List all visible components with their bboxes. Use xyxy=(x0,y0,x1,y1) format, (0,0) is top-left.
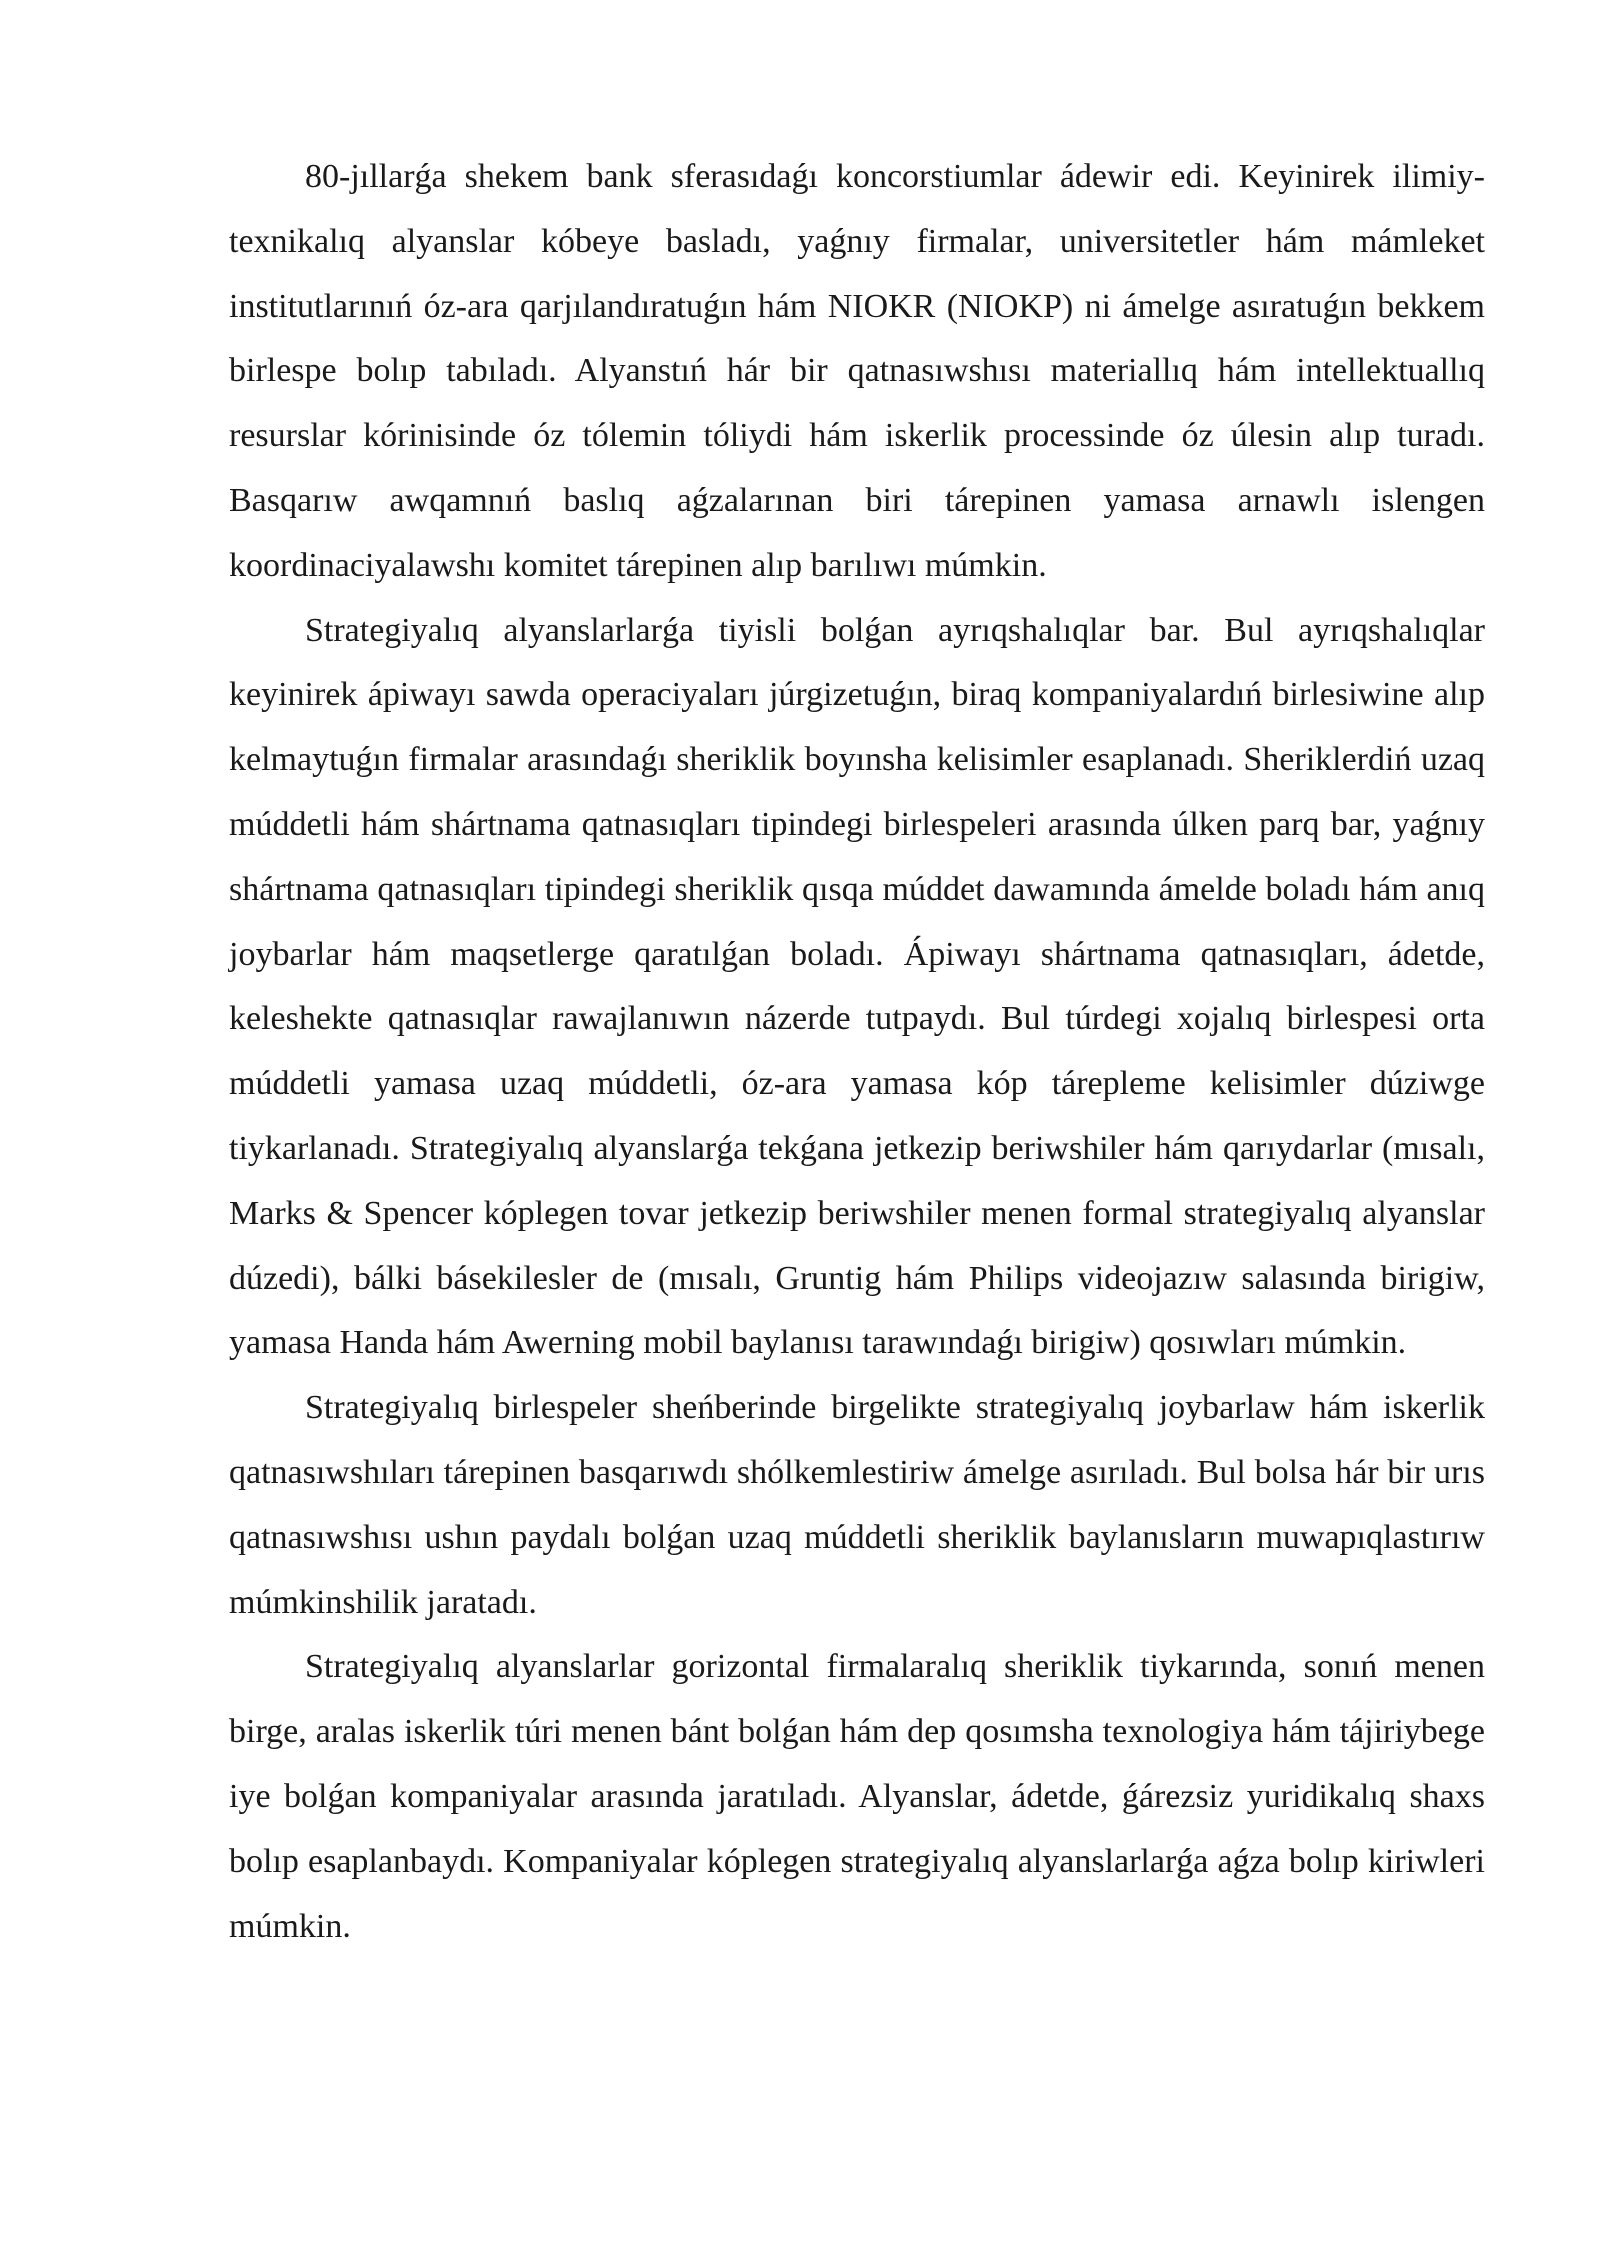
paragraph-consortiums: 80-jıllarǵa shekem bank sferasıdaǵı koncorstiumlar ádewir edi. Keyinirek ilimiy-texnikalıq alyanslar kóbeye basladı, yaǵnıy firmalar, universitetler hám mámleket institutlarınıń óz-ara qarjılandıratuǵın hám NIOKR (NIOKP) ni ámelge asıratuǵın bekkem birlespe bolıp tabıladı. Alyanstıń hár bir qatnasıwshısı materiallıq hám intellektuallıq resurslar kórinisinde óz tólemin tóliydi hám iskerlik processinde óz úlesin alıp turadı. Basqarıw awqamnıń baslıq aǵzalarınan biri tárepinen yamasa arnawlı islengen koordinaciyalawshı komitet tárepinen alıp barılıwı múmkin. xyxy=(229,158,1485,584)
paragraph-alliance-features: Strategiyalıq alyanslarlarǵa tiyisli bolǵan ayrıqshalıqlar bar. Bul ayrıqshalıqlar keyinirek ápiwayı sawda operaciyaları júrgizetuǵın, biraq kompaniyalardıń birlesiwine alıp kelmaytuǵın firmalar arasındaǵı sheriklik boyınsha kelisimler esaplanadı. Sheriklerdiń uzaq múddetli hám shártnama qatnasıqları tipindegi birlespeleri arasında úlken parq bar, yaǵnıy shártnama qatnasıqları tipindegi sheriklik qısqa múddet dawamında ámelde boladı hám anıq joybarlar hám maqsetlerge qaratılǵan boladı. Ápiwayı shártnama qatnasıqları, ádetde, keleshekte qatnasıqlar rawajlanıwın názerde tutpaydı. Bul túrdegi xojalıq birlespesi orta múddetli yamasa uzaq múddetli, óz-ara yamasa kóp tárepleme kelisimler dúziwge tiykarlanadı. Strategiyalıq alyanslarǵa tekǵana jetkezip beriwshiler hám qarıydarlar (mısalı, Marks & Spencer kóplegen tovar jetkezip beriwshiler menen formal strategiyalıq alyanslar dúzedi), bálki básekilesler de (mısalı, Gruntig hám Philips videojazıw salasında birigiw, yamasa Handa hám Awerning mobil baylanısı tarawındaǵı birigiw) qosıwları múmkin. xyxy=(229,611,1485,1362)
paragraph-horizontal-alliances: Strategiyalıq alyanslarlar gorizontal firmalaralıq sheriklik tiykarında, sonıń menen birge, aralas iskerlik túri menen bánt bolǵan hám dep qosımsha texnologiya hám tájiriybege iye bolǵan kompaniyalar arasında jaratıladı. Alyanslar, ádetde, ǵárezsiz yuridikalıq shaxs bolıp esaplanbaydı. Kompaniyalar kóplegen strategiyalıq alyanslarlarǵa aǵza bolıp kiriwleri múmkin. xyxy=(229,1648,1485,1945)
paragraph-joint-planning: Strategiyalıq birlespeler sheńberinde birgelikte strategiyalıq joybarlaw hám iskerlik qatnasıwshıları tárepinen basqarıwdı shólkemlestiriw ámelge asırıladı. Bul bolsa hár bir urıs qatnasıwshısı ushın paydalı bolǵan uzaq múddetli sheriklik baylanısların muwapıqlastırıw múmkinshilik jaratadı. xyxy=(229,1389,1485,1621)
document-body xyxy=(229,145,1485,1959)
